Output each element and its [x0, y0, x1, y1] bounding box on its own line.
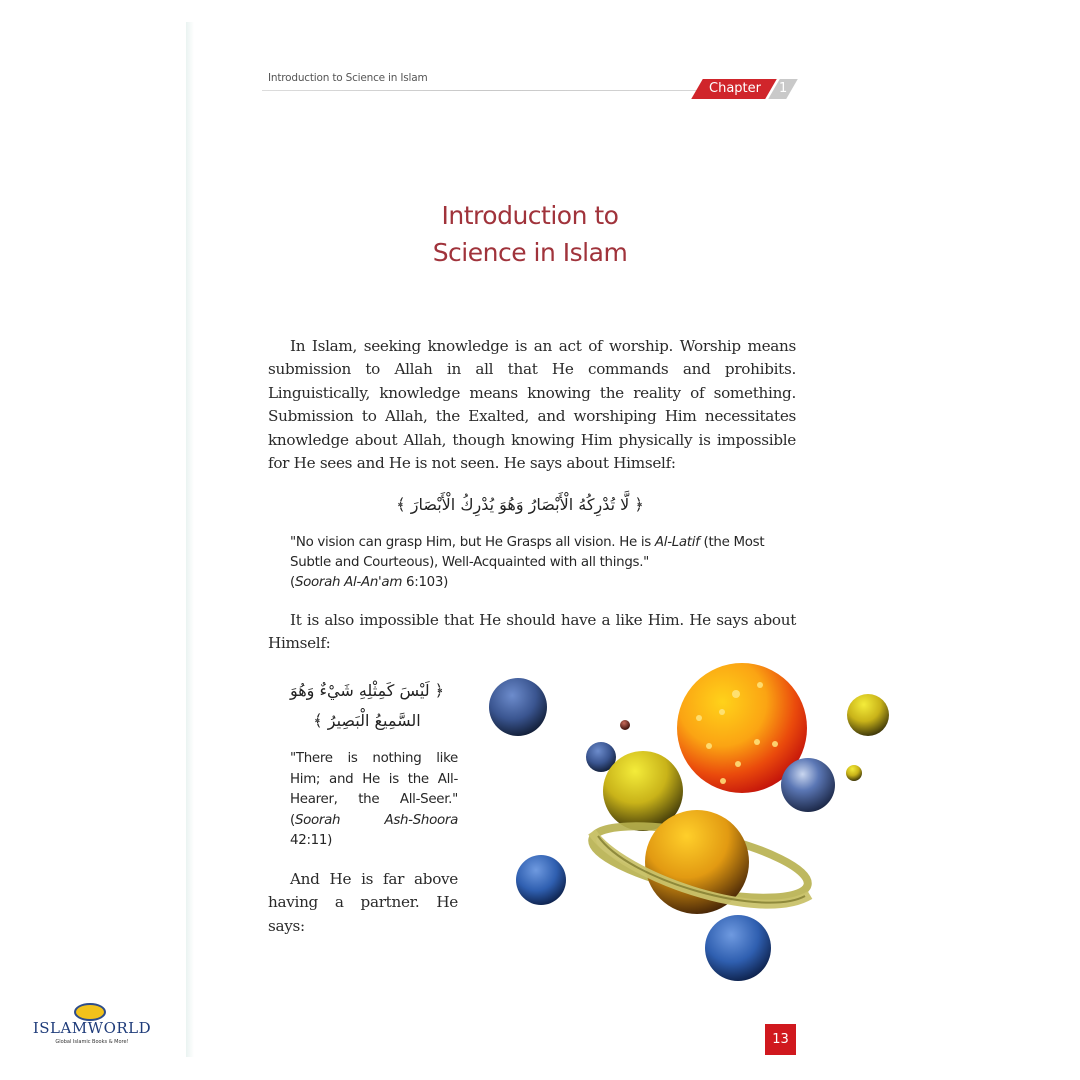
- page-title: [360, 197, 700, 271]
- title-line-2: Science in Islam: [432, 238, 628, 267]
- planet-icon: [847, 694, 889, 736]
- earth-icon: [781, 758, 835, 812]
- quran-verse-arabic-2: [282, 676, 452, 736]
- verse-reference-2: (Soorah Ash-Shoora 42:11): [290, 812, 458, 848]
- header-rule: [262, 90, 702, 91]
- ayah2-line-1: ﴿ لَيْسَ كَمِثْلِهِ شَيْءٌ وَهُوَ: [289, 681, 445, 700]
- verse-translation-2: [290, 749, 458, 852]
- page-edge-shadow: [186, 22, 194, 1057]
- quote2-text: "There is nothing like Him; and He is the All-Hearer, the All-Seer.": [290, 751, 458, 807]
- planet-icon: [516, 855, 566, 905]
- paragraph-2: It is also impossible that He should have a like Him. He says about Himself:: [268, 611, 796, 653]
- paragraph-1: In Islam, seeking knowledge is an act of worship. Worship means submission to Allah in all that He commands and prohibits. Linguistically, knowledge means knowing the reality of something. Submission to Allah, the Exalted, and worshiping Him necessitates knowledge about Allah, though knowing Him physically is impossible for He sees and He is not seen. He says about Himself:: [268, 337, 796, 473]
- islamworld-watermark: [32, 1003, 152, 1053]
- verse-reference-1: (Soorah Al-An'am 6:103): [290, 575, 449, 590]
- chapter-label: Chapter: [691, 79, 777, 99]
- verse-translation-1: [290, 533, 790, 593]
- logo-brand-text: ISLAMWORLD: [32, 1019, 152, 1037]
- planet-icon: [620, 720, 630, 730]
- planet-icon: [705, 915, 771, 981]
- logo-tagline: Global Islamic Books & More!: [55, 1039, 129, 1045]
- quote1-italic-term: Al-Latif: [654, 535, 700, 550]
- quran-verse-arabic-1: ﴿ لَّا تُدْرِكُهُ الْأَبْصَارُ وَهُوَ يُدْرِكُ الْأَبْصَارَ ﴾: [396, 495, 644, 514]
- chapter-tab: [697, 79, 792, 99]
- page-number: 13: [765, 1024, 796, 1055]
- title-line-1: Introduction to: [441, 201, 619, 230]
- quote1-text-after: (the Most Subtle and Courteous), Well-Acquainted with all things.": [290, 535, 765, 570]
- running-head: Introduction to Science in Islam: [268, 72, 428, 84]
- solar-system-illustration: [480, 660, 900, 990]
- ayah2-line-2: السَّمِيعُ الْبَصِيرُ ﴾: [313, 711, 421, 730]
- planet-icon: [846, 765, 862, 781]
- quote1-text-before: "No vision can grasp Him, but He Grasps all vision. He is: [290, 535, 655, 550]
- planet-icon: [489, 678, 547, 736]
- paragraph-3: And He is far above having a partner. He says:: [268, 870, 458, 935]
- chapter-number: 1: [768, 79, 798, 99]
